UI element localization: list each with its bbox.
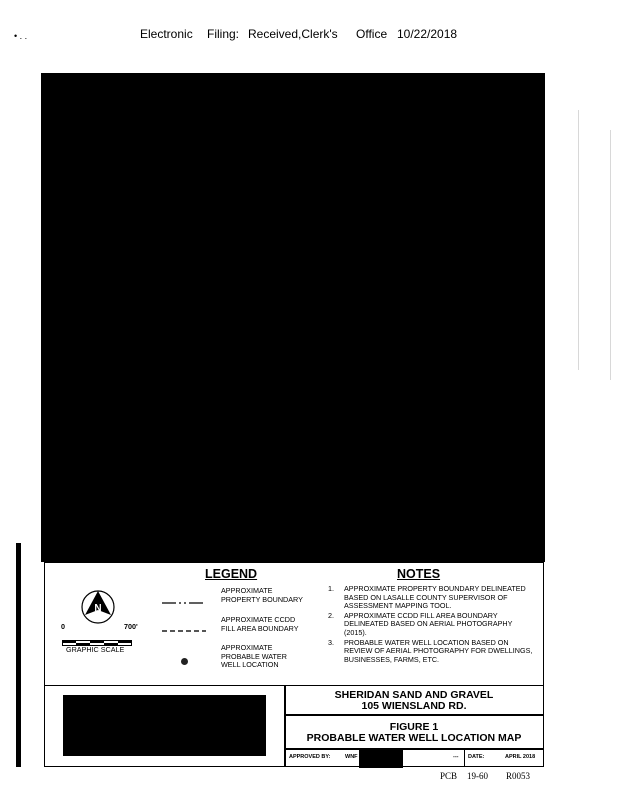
title-block-divider <box>464 749 465 766</box>
filing-stamp-word-filing: Filing: <box>207 27 240 41</box>
legend-item-line: APPROXIMATE <box>221 643 273 652</box>
note-item <box>328 612 533 638</box>
redacted-logo-area <box>63 695 266 756</box>
note-number: 2. <box>328 610 334 620</box>
note-text: PROBABLE WATER WELL LOCATION BASED ON REVIEW OF AERIAL PHOTOGRAPHY FOR DWELLINGS, BUSINESSES, FARMS, ETC. <box>344 637 533 664</box>
note-item <box>328 639 533 665</box>
filing-stamp-word-electronic: Electronic <box>140 27 193 41</box>
note-item <box>328 585 533 611</box>
scale-zero-label: 0 <box>61 622 65 631</box>
legend-item-line: PROPERTY BOUNDARY <box>221 594 303 604</box>
property-boundary-symbol <box>162 593 206 599</box>
note-number: 3. <box>328 637 334 647</box>
filing-stamp-word-received: Received,Clerk's <box>248 27 338 41</box>
scan-artifact <box>578 110 579 370</box>
company-name: SHERIDAN SAND AND GRAVEL <box>334 689 494 701</box>
approved-by-value: WNF <box>345 754 358 760</box>
north-label: N <box>94 603 102 614</box>
legend-item-line: APPROXIMATE <box>221 586 273 595</box>
company-info <box>285 690 543 712</box>
legend-notes-panel <box>44 562 544 686</box>
date-label: DATE: <box>468 754 485 760</box>
title-block <box>44 685 544 767</box>
legend-item-line: APPROXIMATE CCDD <box>221 615 296 624</box>
title-block-dashes: --- <box>453 754 459 760</box>
filing-stamp-date: 10/22/2018 <box>397 27 458 41</box>
footer-page-number: R0053 <box>506 771 531 781</box>
water-well-symbol <box>180 653 189 662</box>
note-number: 1. <box>328 584 334 593</box>
footer-pcb: PCB <box>440 771 458 781</box>
legend-item-fill-area <box>221 616 299 633</box>
note-text: APPROXIMATE PROPERTY BOUNDARY DELINEATED BASED ON LASALLE COUNTY SUPERVISOR OF ASSESSMENT MAPPING TOOL. <box>344 584 526 611</box>
scale-max-label: 700' <box>124 622 138 631</box>
company-address: 105 WIENSLAND RD. <box>361 700 467 712</box>
scan-edge-bar <box>16 543 21 767</box>
north-arrow-icon <box>80 589 116 625</box>
legend-title: LEGEND <box>205 567 258 581</box>
filing-stamp-word-office: Office <box>356 27 388 41</box>
figure-info <box>285 722 543 744</box>
graphic-scale-bar <box>62 634 132 642</box>
legend-item-line: WELL LOCATION <box>221 660 279 670</box>
figure-title: PROBABLE WATER WELL LOCATION MAP <box>306 732 522 744</box>
legend-item-water-well <box>221 644 287 670</box>
figure-number: FIGURE 1 <box>389 721 439 733</box>
date-value: APRIL 2018 <box>505 754 536 760</box>
redacted-map-area <box>41 73 545 562</box>
approved-by-label: APPROVED BY: <box>289 754 331 760</box>
scan-artifact <box>610 130 611 380</box>
notes-title: NOTES <box>397 567 441 581</box>
redacted-signature <box>359 749 403 768</box>
title-block-divider <box>285 748 543 750</box>
note-text: APPROXIMATE CCDD FILL AREA BOUNDARY DELINEATED BASED ON AERIAL PHOTOGRAPHY (2015). <box>344 610 513 637</box>
legend-item-line: PROBABLE WATER <box>221 651 287 661</box>
legend-item-line: FILL AREA BOUNDARY <box>221 623 299 633</box>
scan-specks: • . . <box>14 31 28 41</box>
legend-item-property-boundary <box>221 587 303 604</box>
fill-area-boundary-symbol <box>162 621 206 627</box>
graphic-scale-label: GRAPHIC SCALE <box>66 645 125 654</box>
title-block-divider <box>285 714 543 716</box>
footer-case-number: 19-60 <box>467 771 488 781</box>
notes-list <box>328 585 533 665</box>
